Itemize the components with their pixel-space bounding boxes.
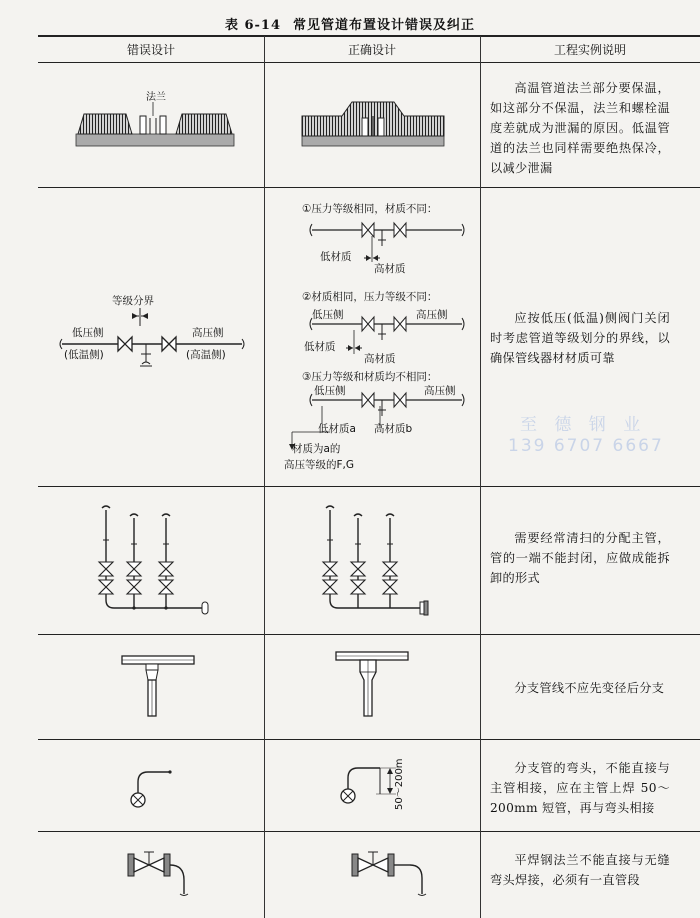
row-rule-3 — [38, 634, 700, 635]
header-right: 正确设计 — [347, 43, 396, 57]
case2-high-mat: 高材质 — [364, 353, 396, 365]
row5-note: 分支管的弯头，不能直接与主管相接，应在主管上焊 50～200mm 短管，再与弯头相接 — [490, 761, 670, 815]
row-rule-1 — [38, 187, 700, 188]
header-note: 工程实例说明 — [553, 43, 626, 57]
low-side-label: 低压侧 — [72, 327, 104, 339]
case3-diagram — [284, 370, 464, 471]
case3-high-side: 高压侧 — [424, 385, 456, 397]
row6-wrong-diagram — [128, 848, 208, 898]
table-number: 表 6-14 — [224, 18, 282, 33]
row-rule-2 — [38, 486, 700, 487]
row1-wrong-diagram — [70, 90, 240, 160]
row1-note: 高温管道法兰部分要保温，如这部分不保温，法兰和螺栓温度差就成为泄漏的原因。低温管道的法兰也同样需要绝热保冷，以减少泄漏 — [490, 81, 670, 175]
row4-right-diagram — [334, 646, 414, 722]
row3-wrong-diagram — [90, 500, 220, 620]
watermark-phone: 139 6707 6667 — [508, 436, 664, 456]
case3-high-mat-b: 高材质b — [374, 423, 413, 435]
header-wrong: 错误设计 — [126, 43, 175, 57]
row3-note: 需要经常清扫的分配主管，管的一端不能封闭，应做成能拆卸的形式 — [490, 531, 670, 585]
case2-low-side: 低压侧 — [312, 309, 344, 321]
high-side-label: 高压侧 — [192, 327, 224, 339]
row2-right-diagram — [282, 200, 472, 472]
case2-diagram — [302, 290, 464, 365]
low-temp-label: (低温侧) — [64, 349, 104, 361]
row4-note: 分支管线不应先变径后分支 — [514, 681, 665, 695]
watermark-company: 至 德 钢 业 — [520, 415, 647, 435]
case3-material-note-2: 高压等级的F,G — [284, 459, 355, 471]
case3-low-side: 低压侧 — [314, 385, 346, 397]
row5-wrong-diagram — [126, 762, 176, 812]
case2-label: ②材质相同，压力等级不同： — [302, 291, 438, 303]
case1-label: ①压力等级相同，材质不同： — [302, 203, 438, 215]
row6-right-diagram — [352, 848, 442, 898]
header-rule — [38, 62, 700, 63]
row4-wrong-diagram — [120, 650, 200, 722]
row-rule-4 — [38, 739, 700, 740]
row1-right-diagram — [298, 92, 448, 152]
case1-diagram — [302, 202, 464, 275]
case1-low-mat: 低材质 — [320, 251, 352, 263]
case1-high-mat: 高材质 — [374, 263, 406, 275]
row3-right-diagram — [314, 500, 444, 620]
row5-right-diagram — [336, 756, 436, 816]
row2-note: 应按低压(低温)侧阀门关闭时考虑管道等级划分的界线，以确保管线器材材质可靠 — [490, 311, 670, 365]
row2-wrong-diagram — [52, 292, 252, 374]
table-caption: 常见管道布置设计错误及纠正 — [293, 18, 476, 33]
table-title — [0, 14, 700, 33]
case2-low-mat: 低材质 — [304, 341, 336, 353]
column-rule-2 — [480, 36, 481, 918]
boundary-label: 等级分界 — [112, 295, 154, 307]
row-rule-5 — [38, 831, 700, 832]
high-temp-label: (高温侧) — [186, 349, 226, 361]
row6-note: 平焊钢法兰不能直接与无缝弯头焊接，必须有一直管段 — [490, 853, 670, 887]
case3-material-note-1: 材质为a的 — [292, 443, 341, 455]
flange-label: 法兰 — [146, 92, 166, 103]
case3-label: ③压力等级和材质均不相同： — [302, 371, 438, 383]
column-rule-1 — [264, 36, 265, 918]
case3-low-mat-a: 低材质a — [318, 423, 356, 435]
case2-high-side: 高压侧 — [416, 309, 448, 321]
table-top-rule — [38, 35, 700, 37]
short-pipe-dimension: 50～200m — [394, 758, 405, 810]
